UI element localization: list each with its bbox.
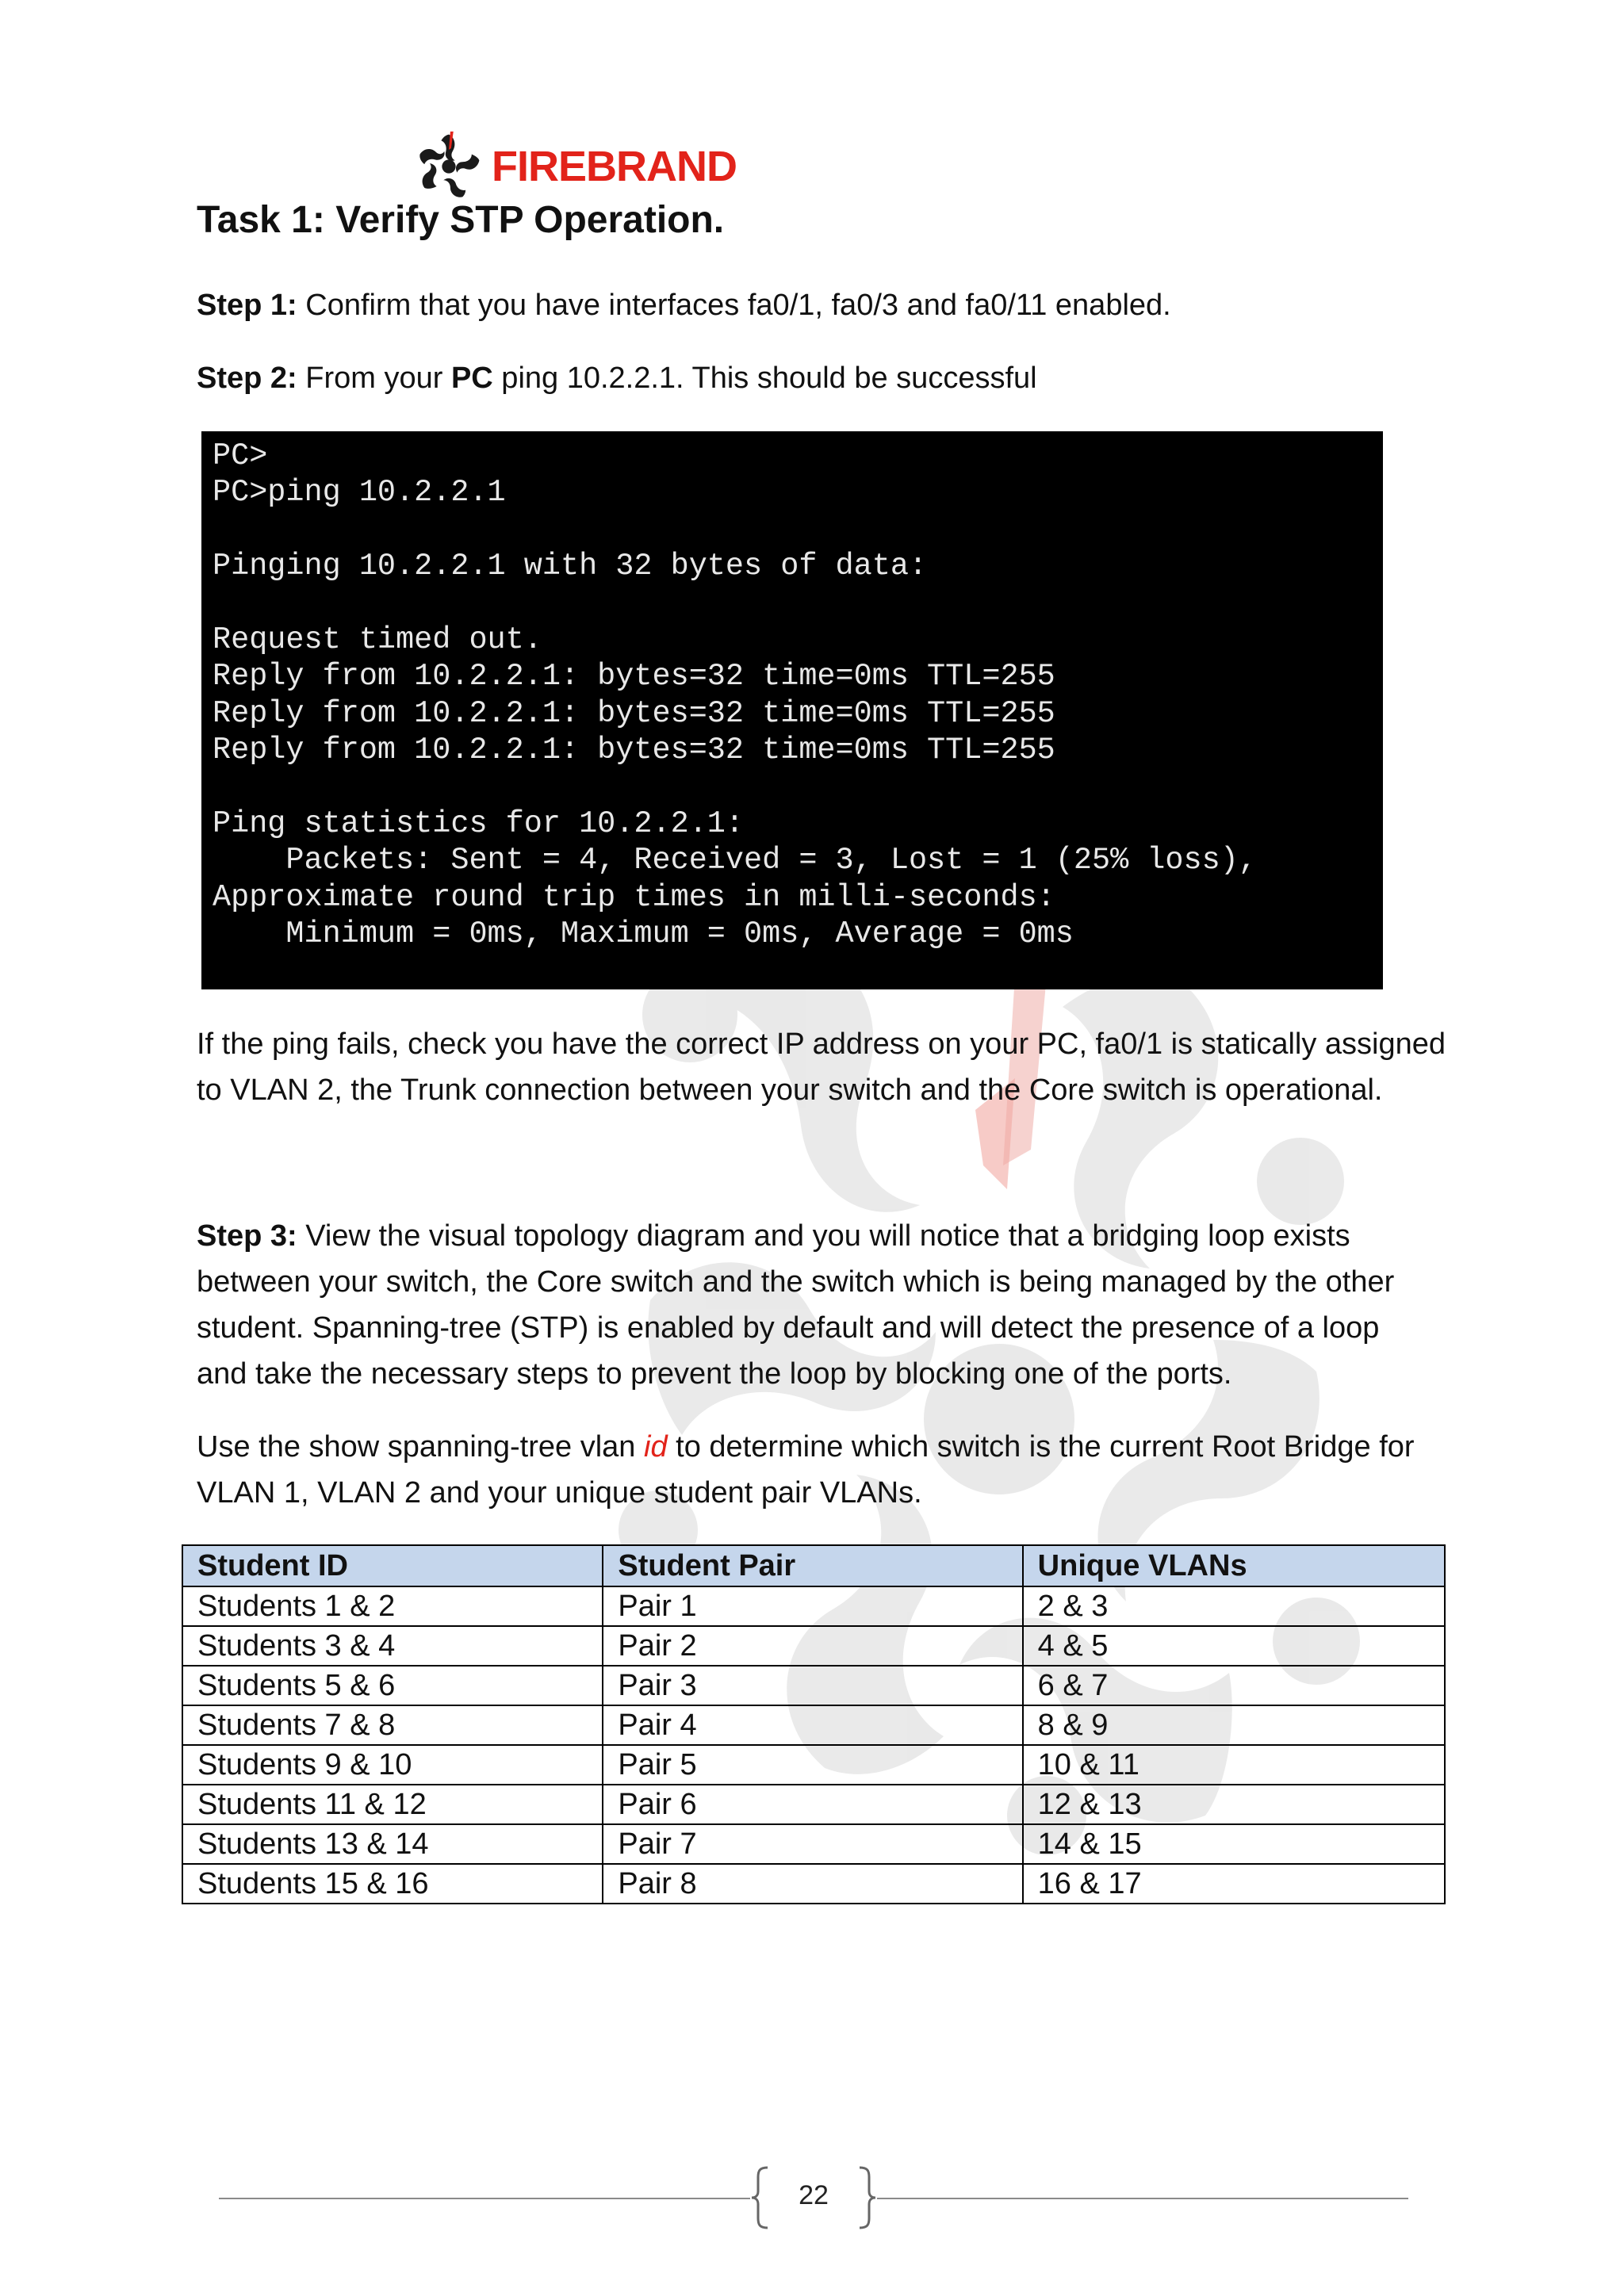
cell-student-pair: Pair 3 xyxy=(603,1666,1022,1705)
cell-unique-vlans: 2 & 3 xyxy=(1023,1586,1445,1626)
step-3-line-4: and take the necessary steps to prevent the loop by blocking one of the ports. xyxy=(197,1357,1232,1391)
terminal-line: Reply from 10.2.2.1: bytes=32 time=0ms TTL=255 xyxy=(213,695,1055,731)
cell-student-id: Students 11 & 12 xyxy=(182,1785,603,1824)
usage-text-post: to determine which switch is the current Root Bridge for xyxy=(667,1430,1415,1464)
terminal-line: Ping statistics for 10.2.2.1: xyxy=(213,806,745,841)
step-3-line-1: View the visual topology diagram and you will notice that a bridging loop exists xyxy=(297,1219,1350,1253)
cell-student-id: Students 3 & 4 xyxy=(182,1626,603,1666)
footer-rule-right xyxy=(877,2198,1408,2199)
table-row xyxy=(182,1745,1445,1785)
student-vlan-table xyxy=(182,1544,1446,1904)
terminal-line: Reply from 10.2.2.1: bytes=32 time=0ms TTL=255 xyxy=(213,733,1055,768)
cell-student-pair: Pair 5 xyxy=(603,1745,1022,1785)
step-2 xyxy=(197,355,1450,401)
firebrand-logo-icon xyxy=(411,128,487,205)
header-student-id: Student ID xyxy=(182,1545,603,1586)
ping-fail-line-2: to VLAN 2, the Trunk connection between your switch and the Core switch is operational. xyxy=(197,1073,1383,1107)
step-1-label: Step 1: xyxy=(197,289,297,322)
cell-student-id: Students 5 & 6 xyxy=(182,1666,603,1705)
step-2-pc: PC xyxy=(450,362,493,395)
page-title: Task 1: Verify STP Operation. xyxy=(197,199,725,241)
usage-text-pre: Use the show spanning-tree vlan xyxy=(197,1430,644,1464)
brand-name: FIREBRAND xyxy=(492,143,737,190)
page-number: 22 xyxy=(799,2180,829,2210)
ping-fail-note xyxy=(197,1021,1450,1113)
table-row xyxy=(182,1864,1445,1904)
terminal-line: Request timed out. xyxy=(213,622,542,657)
terminal-line: PC> xyxy=(213,438,268,473)
cell-student-id: Students 9 & 10 xyxy=(182,1745,603,1785)
step-3 xyxy=(197,1213,1450,1397)
terminal-line: PC>ping 10.2.2.1 xyxy=(213,475,506,511)
table-row xyxy=(182,1626,1445,1666)
step-3-label: Step 3: xyxy=(197,1219,297,1253)
cell-unique-vlans: 14 & 15 xyxy=(1023,1824,1445,1864)
step-1 xyxy=(197,282,1450,328)
ping-terminal-output xyxy=(201,431,1383,989)
cell-unique-vlans: 4 & 5 xyxy=(1023,1626,1445,1666)
terminal-line xyxy=(213,769,1383,806)
cell-student-id: Students 7 & 8 xyxy=(182,1705,603,1745)
cell-student-pair: Pair 2 xyxy=(603,1626,1022,1666)
table-row xyxy=(182,1824,1445,1864)
cell-student-pair: Pair 8 xyxy=(603,1864,1022,1904)
terminal-line xyxy=(213,511,1383,548)
step-3-line-3: student. Spanning-tree (STP) is enabled by default and will detect the presence of a loop xyxy=(197,1311,1380,1345)
cell-student-id: Students 15 & 16 xyxy=(182,1864,603,1904)
cell-student-pair: Pair 7 xyxy=(603,1824,1022,1864)
terminal-line: Reply from 10.2.2.1: bytes=32 time=0ms TTL=255 xyxy=(213,659,1055,695)
cell-student-id: Students 1 & 2 xyxy=(182,1586,603,1626)
step-2-label: Step 2: xyxy=(197,362,297,395)
step-3-line-2: between your switch, the Core switch and the switch which is being managed by the other xyxy=(197,1265,1395,1299)
table-row xyxy=(182,1785,1445,1824)
cell-unique-vlans: 10 & 11 xyxy=(1023,1745,1445,1785)
table-row xyxy=(182,1666,1445,1705)
table-header-row xyxy=(182,1545,1445,1586)
usage-line-2: VLAN 1, VLAN 2 and your unique student pair VLANs. xyxy=(197,1476,922,1510)
header-unique-vlans: Unique VLANs xyxy=(1023,1545,1445,1586)
page-footer xyxy=(219,2164,1408,2228)
step-1-text: Confirm that you have interfaces fa0/1, fa0/3 and fa0/11 enabled. xyxy=(297,289,1171,322)
right-bracket-icon xyxy=(853,2164,877,2231)
table-row xyxy=(182,1586,1445,1626)
firebrand-logo xyxy=(411,127,737,206)
table-row xyxy=(182,1705,1445,1745)
cell-unique-vlans: 16 & 17 xyxy=(1023,1864,1445,1904)
cell-student-id: Students 13 & 14 xyxy=(182,1824,603,1864)
cell-student-pair: Pair 4 xyxy=(603,1705,1022,1745)
usage-instructions xyxy=(197,1424,1450,1516)
terminal-line: Minimum = 0ms, Maximum = 0ms, Average = 0ms xyxy=(213,916,1074,952)
step-2-text-pre: From your xyxy=(297,362,451,395)
terminal-line xyxy=(213,585,1383,622)
cell-unique-vlans: 12 & 13 xyxy=(1023,1785,1445,1824)
terminal-line: Packets: Sent = 4, Received = 3, Lost = 1 (25% loss), xyxy=(213,843,1257,878)
step-2-text-post: ping 10.2.2.1. This should be successful xyxy=(492,362,1037,395)
cell-unique-vlans: 6 & 7 xyxy=(1023,1666,1445,1705)
header-student-pair: Student Pair xyxy=(603,1545,1022,1586)
terminal-line: Approximate round trip times in milli-seconds: xyxy=(213,879,1055,915)
terminal-line: Pinging 10.2.2.1 with 32 bytes of data: xyxy=(213,549,928,584)
cell-unique-vlans: 8 & 9 xyxy=(1023,1705,1445,1745)
cell-student-pair: Pair 6 xyxy=(603,1785,1022,1824)
ping-fail-line-1: If the ping fails, check you have the correct IP address on your PC, fa0/1 is statically assigned xyxy=(197,1027,1446,1061)
cell-student-pair: Pair 1 xyxy=(603,1586,1022,1626)
vlan-id-highlight: id xyxy=(644,1430,668,1464)
